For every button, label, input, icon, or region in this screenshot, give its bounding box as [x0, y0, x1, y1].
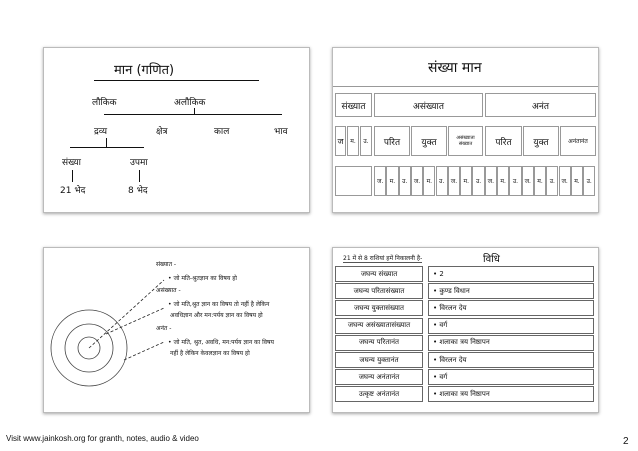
sub-grade-cell: उ.: [436, 166, 448, 196]
vidhi-name: उत्कृष्ट अनंतानंत: [335, 386, 423, 402]
slide2-title: संख्या मान: [428, 60, 482, 76]
vidhi-name: जघन्य परितानंत: [335, 335, 423, 351]
group-asankhyat: असंख्यात: [374, 93, 483, 117]
cell-m: म.: [347, 126, 359, 156]
sub-grade-cell: म.: [497, 166, 509, 196]
sub-grade-cell: म.: [423, 166, 435, 196]
slide-4-vidhi: [332, 247, 599, 413]
cell-anantanant: अनंतानंत: [560, 126, 596, 156]
pointer-line-3: [124, 342, 164, 360]
vidhi-method: • वर्ग: [428, 369, 594, 385]
cell-j: ज: [335, 126, 346, 156]
sub-grade-cell: उ.: [399, 166, 411, 196]
vidhi-name: जघन्य परितासंख्यात: [335, 283, 423, 299]
group-anant: अनंत: [485, 93, 596, 117]
sub-grade-cell: ज.: [374, 166, 386, 196]
sub-grade-cell: म.: [386, 166, 398, 196]
node-laukik: लौकिक: [92, 98, 117, 108]
node-kaal: काल: [214, 127, 230, 137]
connector: [106, 138, 107, 147]
vidhi-method: • कुण्ड विधान: [428, 283, 594, 299]
slide-2-sankhya-maan: [332, 47, 599, 213]
pointer-line-1: [89, 280, 164, 348]
vidhi-method: • विरलन देय: [428, 352, 594, 368]
connector: [72, 170, 73, 182]
node-21-bhed: 21 भेद: [60, 186, 86, 196]
node-dravya: द्रव्य: [94, 127, 108, 137]
connector: [104, 114, 282, 115]
vidhi-method: • शलाका त्रय निष्ठापन: [428, 386, 594, 402]
sub-grade-cell: ज.: [522, 166, 534, 196]
node-bhaav: भाव: [274, 127, 288, 137]
slide-3-circles: [43, 247, 310, 413]
text-asankhyat-a: • जो मति,श्रुत ज्ञान का विषय तो नहीं है लेकिन: [168, 301, 270, 308]
sub-grade-cell: उ.: [546, 166, 558, 196]
vidhi-name: जघन्य युक्तासंख्यात: [335, 300, 423, 316]
cell-yukt-2: युक्त: [523, 126, 559, 156]
node-upma: उपमा: [130, 158, 148, 168]
sub-grade-cell: म.: [460, 166, 472, 196]
slide4-header-left: 21 में से 8 राशियां हमें निकालनी है-: [343, 255, 423, 262]
sub-grade-cell: ज.: [485, 166, 497, 196]
vidhi-name: जघन्य युक्तानंत: [335, 352, 423, 368]
vidhi-method: • विरलन देय: [428, 300, 594, 316]
slide-1-tree: [43, 47, 310, 213]
title-underline: [333, 86, 598, 87]
footer-text: Visit www.jainkosh.org for granth, notes, audio & video: [6, 434, 199, 443]
vidhi-method: • शलाका त्रय निष्ठापन: [428, 335, 594, 351]
sub-grade-cell: ज.: [411, 166, 423, 196]
sub-grade-cell: ज.: [559, 166, 571, 196]
text-asankhyat-b: अवधिज्ञान और मन:पर्यय ज्ञान का विषय हो: [170, 312, 263, 319]
connector: [139, 170, 140, 182]
sub-grade-cell: उ.: [583, 166, 595, 196]
vidhi-name: जघन्य असंख्यातासंख्यात: [335, 318, 423, 334]
label-asankhyat: असंख्यात -: [156, 287, 181, 294]
node-kshetra: क्षेत्र: [156, 127, 168, 137]
sub-grade-cell: उ.: [472, 166, 484, 196]
label-sankhyat: संख्यात -: [156, 261, 177, 268]
connector: [70, 147, 144, 148]
vidhi-name: जघन्य संख्यात: [335, 266, 423, 282]
vidhi-method: • 2: [428, 266, 594, 282]
vidhi-method: • वर्ग: [428, 318, 594, 334]
row3-filler: [335, 166, 372, 196]
text-sankhyat: • जो मति-श्रुतज्ञान का विषय हो: [168, 275, 237, 282]
cell-yukt-1: युक्त: [411, 126, 447, 156]
cell-parit-1: परित: [374, 126, 410, 156]
label-anant: अनंत -: [156, 325, 172, 332]
group-sankhyat: संख्यात: [335, 93, 372, 117]
sub-grade-cell: ज.: [448, 166, 460, 196]
title-underline: [94, 80, 259, 81]
sub-grade-cell: म.: [571, 166, 583, 196]
slide4-header-right: विधि: [483, 254, 500, 265]
node-8-bhed: 8 भेद: [128, 186, 148, 196]
node-alaukik: अलौकिक: [174, 98, 206, 108]
vidhi-name: जघन्य अनंतानंत: [335, 369, 423, 385]
sub-grade-cell: उ.: [509, 166, 521, 196]
sub-grade-cell: म.: [534, 166, 546, 196]
text-anant-b: नहीं है लेकिन केवलज्ञान का विषय हो: [170, 350, 250, 357]
text-anant-a: • जो मति, श्रुत, अवधि, मन:पर्यय ज्ञान का विषय: [168, 339, 274, 346]
slide1-title: मान (गणित): [114, 63, 175, 78]
cell-asankhyatasankhyat: असंख्याता संख्यात: [448, 126, 483, 156]
cell-parit-2: परित: [485, 126, 522, 156]
node-sankhya: संख्या: [62, 158, 81, 168]
page-number: 2: [623, 436, 629, 447]
cell-u: उ.: [360, 126, 372, 156]
concentric-circles: [44, 248, 309, 412]
